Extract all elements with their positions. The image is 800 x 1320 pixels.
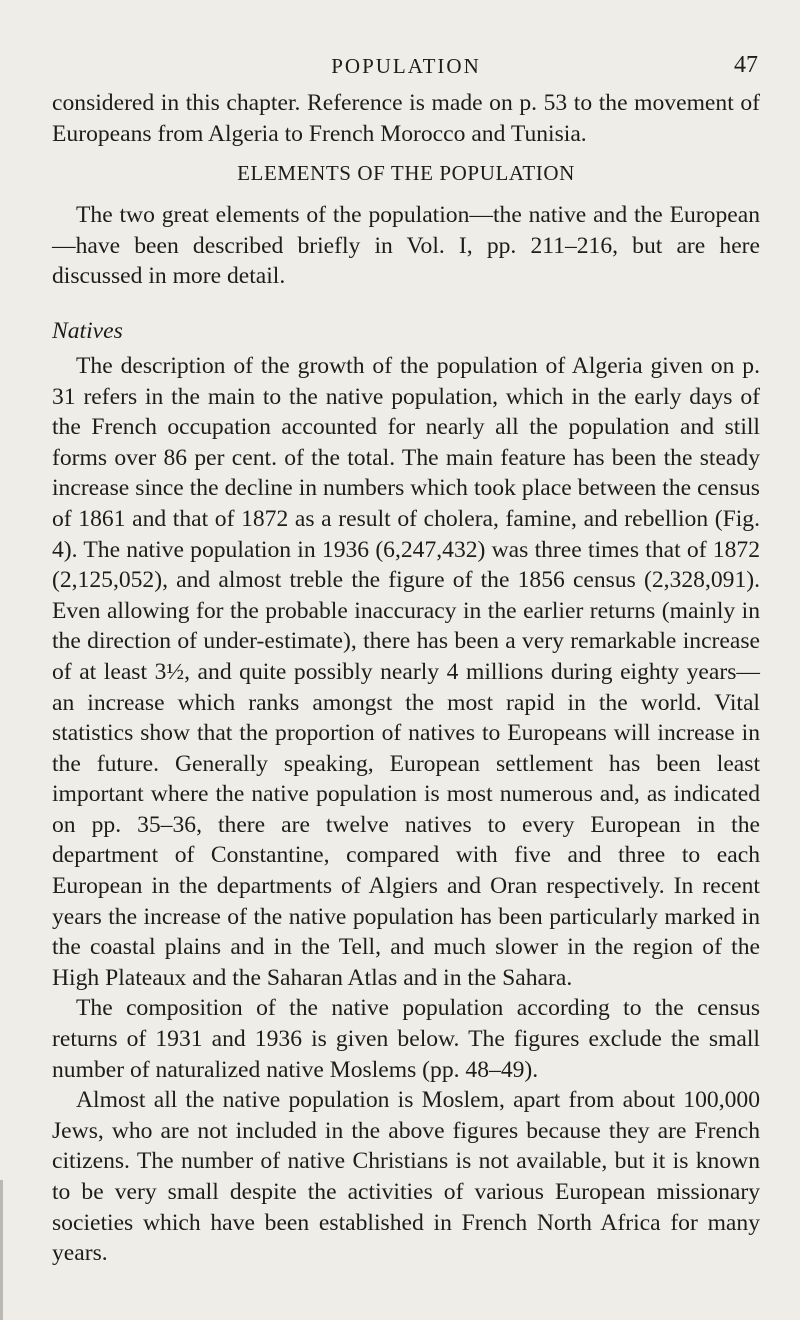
section-paragraph: The two great elements of the population—the native and the European—have been described briefly in Vol. I, pp. 211–216, but are here discussed in more detail.: [52, 202, 760, 290]
natives-paragraph-1: The description of the growth of the population of Algeria given on p. 31 refers in the main to the native population, which in the early days of the French occupation accounted for nearly all the population and still forms over 86 per cent. of the total. The main feature has been the steady increase since the decline in numbers which took place between the census of 1861 and that of 1872 as a result of cholera, famine, and rebellion (Fig. 4). The native population in 1936 (6,247,432) was three times that of 1872 (2,125,052), and almost treble the figure of the 1856 census (2,328,091). Even allowing for the probable inaccuracy in the earlier returns (mainly in the direction of under-estimate), there has been a very remarkable increase of at least 3½, and quite possibly nearly 4 millions during eighty years—an increase which ranks amongst the most rapid in the world. Vital statistics show that the proportion of natives to Europeans will increase in the future. Generally speaking, European settlement has been least important where the native population is most numerous and, as indicated on pp. 35–36, there are twelve natives to every European in the department of Constantine, compared with five and three to each European in the departments of Algiers and Oran respectively. In recent years the increase of the native population has been particularly marked in the coastal plains and in the Tell, and much slower in the region of the High Plateaux and the Saharan Atlas and in the Sahara.: [52, 352, 760, 991]
natives-paragraph-3: Almost all the native population is Moslem, apart from about 100,000 Jews, who are not included in the above figures because they are French citizens. The number of native Christians is not available, but it is known to be very small despite the activities of various European missionary societies which have been established in French North Africa for many years.: [52, 1087, 760, 1267]
natives-heading: Natives: [52, 317, 123, 344]
page-edge-shadow: [0, 1180, 3, 1320]
intro-paragraph: considered in this chapter. Reference is made on p. 53 to the movement of Europeans from Algeria to French Morocco and Tunisia.: [52, 90, 760, 147]
running-title: POPULATION: [331, 54, 481, 78]
running-head: [52, 46, 760, 86]
section-heading: ELEMENTS OF THE POPULATION: [237, 161, 575, 186]
natives-paragraph-2: The composition of the native population according to the census returns of 1931 and 1936 is given below. The figures exclude the small number of naturalized native Moslems (pp. 48–49).: [52, 995, 760, 1083]
page-number: 47: [734, 52, 758, 78]
